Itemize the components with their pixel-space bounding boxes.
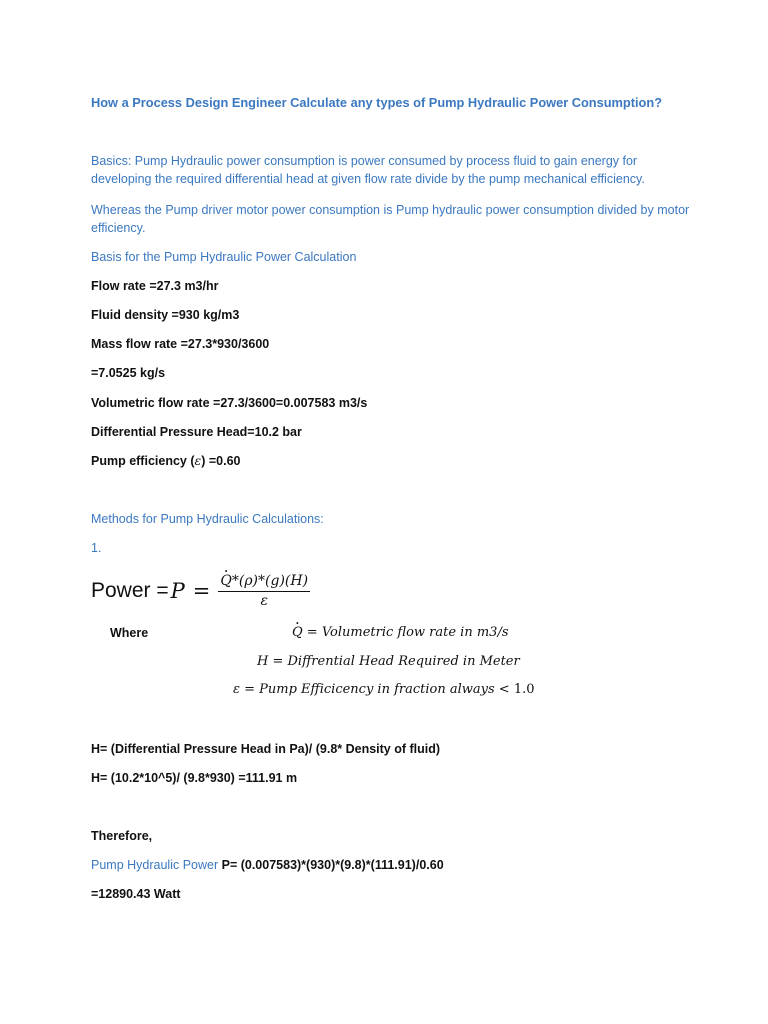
power-fraction bbox=[218, 573, 310, 609]
definition-epsilon-limit: 1.0 bbox=[513, 682, 535, 697]
definition-q-symbol: · Q bbox=[292, 625, 303, 640]
definition-h: H = Diffrential Head Required in Meter bbox=[257, 654, 520, 669]
pump-hydraulic-power-calc: P= (0.007583)*(930)*(9.8)*(111.91)/0.60 bbox=[218, 858, 444, 872]
definition-q-text: = Volumetric flow rate in m3/s bbox=[302, 625, 509, 640]
pump-hydraulic-power-line bbox=[91, 856, 444, 874]
power-formula bbox=[91, 568, 310, 614]
whereas-paragraph: Whereas the Pump driver motor power consumption is Pump hydraulic power consumption divided by motor efficiency. bbox=[91, 203, 690, 235]
power-symbol: P bbox=[170, 579, 185, 603]
basics-paragraph: Basics: Pump Hydraulic power consumption is power consumed by process fluid to gain energy for developing the required differential head at given flow rate divide by the pump mechanical efficiency. bbox=[91, 154, 645, 186]
basis-heading: Basis for the Pump Hydraulic Power Calculation bbox=[91, 250, 357, 264]
h-calculation-line: H= (10.2*10^5)/ (9.8*930) =111.91 m bbox=[91, 771, 298, 785]
volumetric-flow-rate-line: Volumetric flow rate =27.3/3600=0.007583 m3/s bbox=[91, 396, 368, 410]
pump-efficiency-line bbox=[91, 452, 240, 470]
definition-epsilon-text: ε = Pump Efficicency in fraction always < bbox=[233, 682, 514, 697]
epsilon-symbol: ε bbox=[194, 453, 202, 468]
definition-epsilon bbox=[233, 682, 535, 697]
fraction-numerator bbox=[218, 573, 310, 592]
h-formula-line: H= (Differential Pressure Head in Pa)/ (9.8* Density of fluid) bbox=[91, 742, 441, 756]
document-title: How a Process Design Engineer Calculate any types of Pump Hydraulic Power Consumption? bbox=[91, 95, 663, 110]
mass-flow-result-line: =7.0525 kg/s bbox=[91, 366, 166, 380]
therefore-line: Therefore, bbox=[91, 829, 153, 843]
q-dot-symbol: · Q bbox=[220, 573, 231, 589]
pump-efficiency-value: ) =0.60 bbox=[201, 454, 241, 468]
numerator-rest: *(ρ)*(g)(H) bbox=[231, 573, 309, 589]
power-equals: = bbox=[192, 579, 211, 603]
differential-pressure-head-line: Differential Pressure Head=10.2 bar bbox=[91, 425, 302, 439]
fraction-denominator: ε bbox=[260, 593, 268, 609]
definition-q bbox=[292, 625, 509, 640]
pump-efficiency-label: Pump efficiency ( bbox=[91, 454, 195, 468]
where-label: Where bbox=[110, 626, 149, 640]
fluid-density-line: Fluid density =930 kg/m3 bbox=[91, 308, 240, 322]
methods-heading: Methods for Pump Hydraulic Calculations: bbox=[91, 512, 324, 526]
method-number: 1. bbox=[91, 541, 102, 555]
pump-hydraulic-power-label: Pump Hydraulic Power bbox=[91, 858, 219, 872]
result-line: =12890.43 Watt bbox=[91, 887, 181, 901]
mass-flow-rate-line: Mass flow rate =27.3*930/3600 bbox=[91, 337, 270, 351]
flow-rate-line: Flow rate =27.3 m3/hr bbox=[91, 279, 219, 293]
power-label: Power = bbox=[91, 579, 169, 602]
